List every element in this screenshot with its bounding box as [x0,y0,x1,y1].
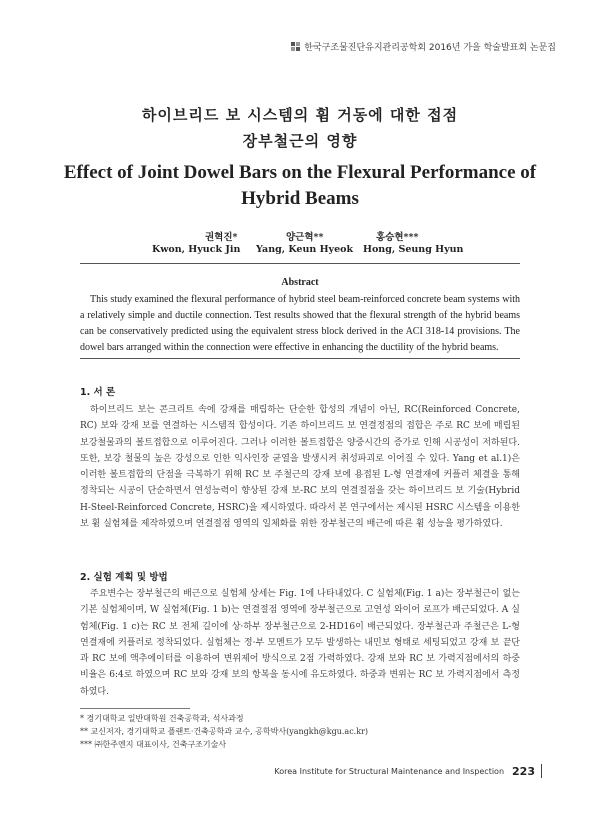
abstract-text: This study examined the flexural performance of hybrid steel beam-reinforced concrete beam systems with a relatively simple and ductile connection. Test results showed that the flexural strength of the hybrid beams can be conservatively predicted using the equivalent stress block derived in the ACI 318-14 provisions. The dowel bars arranged within the connection were effective in enhancing the ductility of the hybrid beams. [80,294,520,353]
author-block [0,229,600,259]
footer-institute: Korea Institute for Structural Maintenance and Inspection [274,766,505,776]
title-korean [0,102,600,154]
author-ko-2: 양근혁** [286,232,324,243]
author-ko-3: 홍승현*** [376,232,419,243]
section-1-heading: 1. 서 론 [80,387,116,398]
title-korean-line-2: 장부철근의 영향 [242,132,358,150]
footer-divider [541,764,542,778]
footnote-2: ** 교신저자, 경기대학교 플랜트·건축공학과 교수, 공학박사(yangkh@kgu.ac.kr) [80,727,369,736]
author-ko-1: 권혁진* [205,232,238,243]
journal-logo-icon [291,42,300,51]
abstract-heading: Abstract [281,277,319,288]
authors-english [0,244,600,259]
footnote-1: * 경기대학교 일반대학원 건축공학과, 석사과정 [80,714,244,723]
author-en-1: Kwon, Hyuck Jin [152,244,241,255]
running-header [291,40,556,53]
section-2-heading: 2. 실험 계획 및 방법 [80,572,168,583]
title-korean-line-1: 하이브리드 보 시스템의 휨 거동에 대한 접점 [141,106,459,124]
abstract-bottom-rule [80,358,520,359]
footnote-3: *** ㈜한주엔지 대표이사, 건축구조기술사 [80,740,227,749]
title-english-line-2: Hybrid Beams [241,188,359,209]
footnote-rule [80,708,190,709]
journal-name: 한국구조물진단유지관리공학회 2016년 가을 학술발표회 논문집 [304,43,556,53]
section-2-text: 주요변수는 장부철근의 배근으로 실험체 상세는 Fig. 1에 나타내었다. C 실험체(Fig. 1 a)는 장부철근이 없는 기본 실험체이며, W 실험체(Fig. 1 b)는 연결절점 영역에 장부철근으로 고연성 와이어 로프가 배근되었다. A 실험체(Fig. 1 c)는 RC 보 전체 길이에 상·하부 장부철근으로 2-HD16이 배근되었다. 장부철근과 주철근은 L-형 연결재에 커플러로 정착되었다. 실험체는 정·부 모멘트가 모두 발생하는 내민보 형태로 세팅되었고 강재 보 끝단과 RC 보에 액추에이터를 이용하여 변위제어 방식으로 2점 가력하였다. 강재 보와 RC 보 가력지점에서의 하중비율은 6:4로 하였으며 RC 보와 강재 보의 항복을 동시에 유도하였다. 하중과 변위는 RC 보 가력지점에서 측정하였다. [80,589,520,697]
title-english [0,160,600,212]
author-en-2: Yang, Keun Hyeok [256,244,354,255]
page-footer [274,764,542,778]
page-number: 223 [512,764,535,778]
authors-korean [0,229,600,244]
abstract-top-rule [80,263,520,264]
author-en-3: Hong, Seung Hyun [363,244,464,255]
section-1-text: 하이브리드 보는 콘크리트 속에 강재를 매립하는 단순한 합성의 개념이 아닌, RC(Reinforced Concrete, RC) 보와 강재 보를 연결하는 시스템적 합성이다. 기존 하이브리드 보 연결정점의 접합은 주로 RC 보에 매립된 보강철물과의 볼트접합으로 이루어진다. 그러나 이러한 볼트접합은 양중시간의 증가로 인해 시공성이 저하된다. 또한, 보강 철물의 높은 강성으로 인한 익사인장 균열을 발생시켜 취성파괴로 이어질 수 있다. Yang et al.1)은 이러한 볼트접합의 단점을 극복하기 위해 RC 보 주철근의 강재 보에 용접된 L-형 연결재에 커플러 체결을 통해 정착되는 시공이 단순하면서 연성능력이 향상된 강재 보-RC 보의 연결절점을 갖는 하이브리드 보 기술(Hybrid H-Steel-Reinforced Concrete, HSRC)을 제시하였다. 따라서 본 연구에서는 제시된 HSRC 시스템을 이용한 보 휨 실험체를 제작하였으며 연결절점 영역의 일체화를 위한 장부철근의 배근에 따른 휨 성능을 평가하였다. [80,405,520,530]
title-english-line-1: Effect of Joint Dowel Bars on the Flexural Performance of [63,162,537,183]
